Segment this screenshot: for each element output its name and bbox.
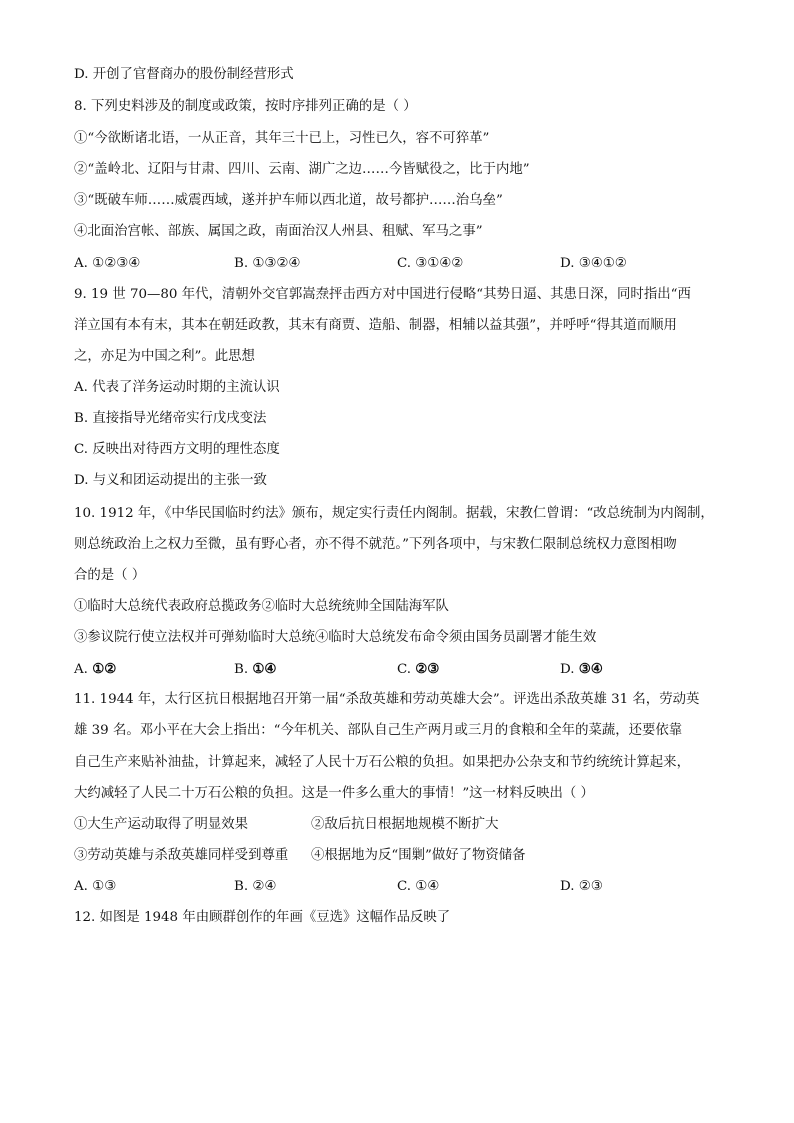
q10-item-line-1: ①临时大总统代表政府总揽政务②临时大总统统帅全国陆海军队 bbox=[74, 599, 449, 614]
q10-stem-line-3: 合的是（ ） bbox=[74, 568, 146, 583]
q11-item-4: ④根据地为反“围剿”做好了物资储备 bbox=[311, 848, 526, 863]
q9-option-d[interactable]: D. 与义和团运动提出的主张一致 bbox=[74, 473, 267, 488]
q8-option-b[interactable]: B. ①③②④ bbox=[234, 256, 301, 271]
q11-item-3: ③劳动英雄与杀敌英雄同样受到尊重 bbox=[74, 848, 289, 863]
q9-stem-line-3: 之，亦足为中国之利”。此思想 bbox=[74, 349, 255, 364]
q10-options bbox=[74, 660, 734, 678]
q10-item-line-2: ③参议院行使立法权并可弹劾临时大总统④临时大总统发布命令须由国务员副署才能生效 bbox=[74, 630, 597, 645]
q8-option-a[interactable]: A. ①②③④ bbox=[74, 256, 141, 271]
q8-option-c[interactable]: C. ③①④② bbox=[397, 256, 464, 271]
q8-item-4: ④北面治宫帐、部族、属国之政，南面治汉人州县、租赋、军马之事” bbox=[74, 224, 483, 239]
prev-question-option-d: D. 开创了官督商办的股份制经营形式 bbox=[74, 67, 294, 82]
q11-stem-line-3: 自己生产来贴补油盐，计算起来，减轻了人民十万石公粮的负担。如果把办公杂支和节约统统计算起来， bbox=[74, 755, 690, 770]
q11-stem-line-1: 11. 1944 年，太行区抗日根据地召开第一届“杀敌英雄和劳动英雄大会”。评选出杀敌英雄 31 名，劳动英 bbox=[74, 692, 700, 707]
q11-stem-line-2: 雄 39 名。邓小平在大会上指出：“今年机关、部队自己生产两月或三月的食粮和全年的菜蔬，还要依靠 bbox=[74, 723, 683, 738]
q11-item-2: ②敌后抗日根据地规模不断扩大 bbox=[311, 817, 499, 832]
q10-option-c[interactable]: C. ②③ bbox=[397, 661, 440, 677]
q11-stem-line-4: 大约减轻了人民二十万石公粮的负担。这是一件多么重大的事情！”这一材料反映出（ ） bbox=[74, 786, 594, 801]
q11-option-b[interactable]: B. ②④ bbox=[234, 879, 277, 894]
q9-option-c[interactable]: C. 反映出对待西方文明的理性态度 bbox=[74, 442, 280, 457]
q11-option-c[interactable]: C. ①④ bbox=[397, 879, 440, 894]
q11-option-d[interactable]: D. ②③ bbox=[560, 879, 603, 894]
q8-stem: 8. 下列史料涉及的制度或政策，按时序排列正确的是（ ） bbox=[74, 99, 417, 114]
q12-stem: 12. 如图是 1948 年由顾群创作的年画《豆选》这幅作品反映了 bbox=[74, 910, 451, 925]
q9-option-a[interactable]: A. 代表了洋务运动时期的主流认识 bbox=[74, 380, 280, 395]
q10-stem-line-2: 则总统政治上之权力至微，虽有野心者，亦不得不就范。”下列各项中，与宋教仁限制总统权力意图相吻 bbox=[74, 537, 677, 552]
q11-option-a[interactable]: A. ①③ bbox=[74, 879, 117, 894]
q9-stem-line-2: 洋立国有本有末，其本在朝廷政教，其末有商贾、造船、制器，相辅以益其强”，并呼呼“得其道而顺用 bbox=[74, 318, 677, 333]
q9-option-b[interactable]: B. 直接指导光绪帝实行戊戌变法 bbox=[74, 411, 267, 426]
q11-items-row-2 bbox=[74, 847, 734, 865]
q8-option-d[interactable]: D. ③④①② bbox=[560, 256, 627, 271]
q8-item-1: ①“今欲断诸北语，一从正音，其年三十已上，习性已久，容不可猝革” bbox=[74, 131, 490, 146]
q11-items-row-1 bbox=[74, 816, 734, 834]
q11-item-1: ①大生产运动取得了明显效果 bbox=[74, 817, 249, 832]
q10-option-d[interactable]: D. ③④ bbox=[560, 661, 603, 677]
q10-stem-line-1: 10. 1912 年，《中华民国临时约法》颁布，规定实行责任内阁制。据载，宋教仁曾谓：“改总统制为内阁制， bbox=[74, 506, 714, 521]
q8-item-3: ③“既破车师……威震西域，遂并护车师以西北道，故号都护……治乌垒” bbox=[74, 193, 503, 208]
q8-options bbox=[74, 255, 734, 273]
q9-stem-line-1: 9. 19 世 70—80 年代，清朝外交官郭嵩焘抨击西方对中国进行侵略“其势日逼、其患日深，同时指出“西 bbox=[74, 287, 691, 302]
q11-options bbox=[74, 878, 734, 896]
q10-option-a[interactable]: A. ①② bbox=[74, 661, 117, 677]
q8-item-2: ②“盖岭北、辽阳与甘肃、四川、云南、湖广之边……今皆赋役之，比于内地” bbox=[74, 162, 530, 177]
q10-option-b[interactable]: B. ①④ bbox=[234, 661, 277, 677]
